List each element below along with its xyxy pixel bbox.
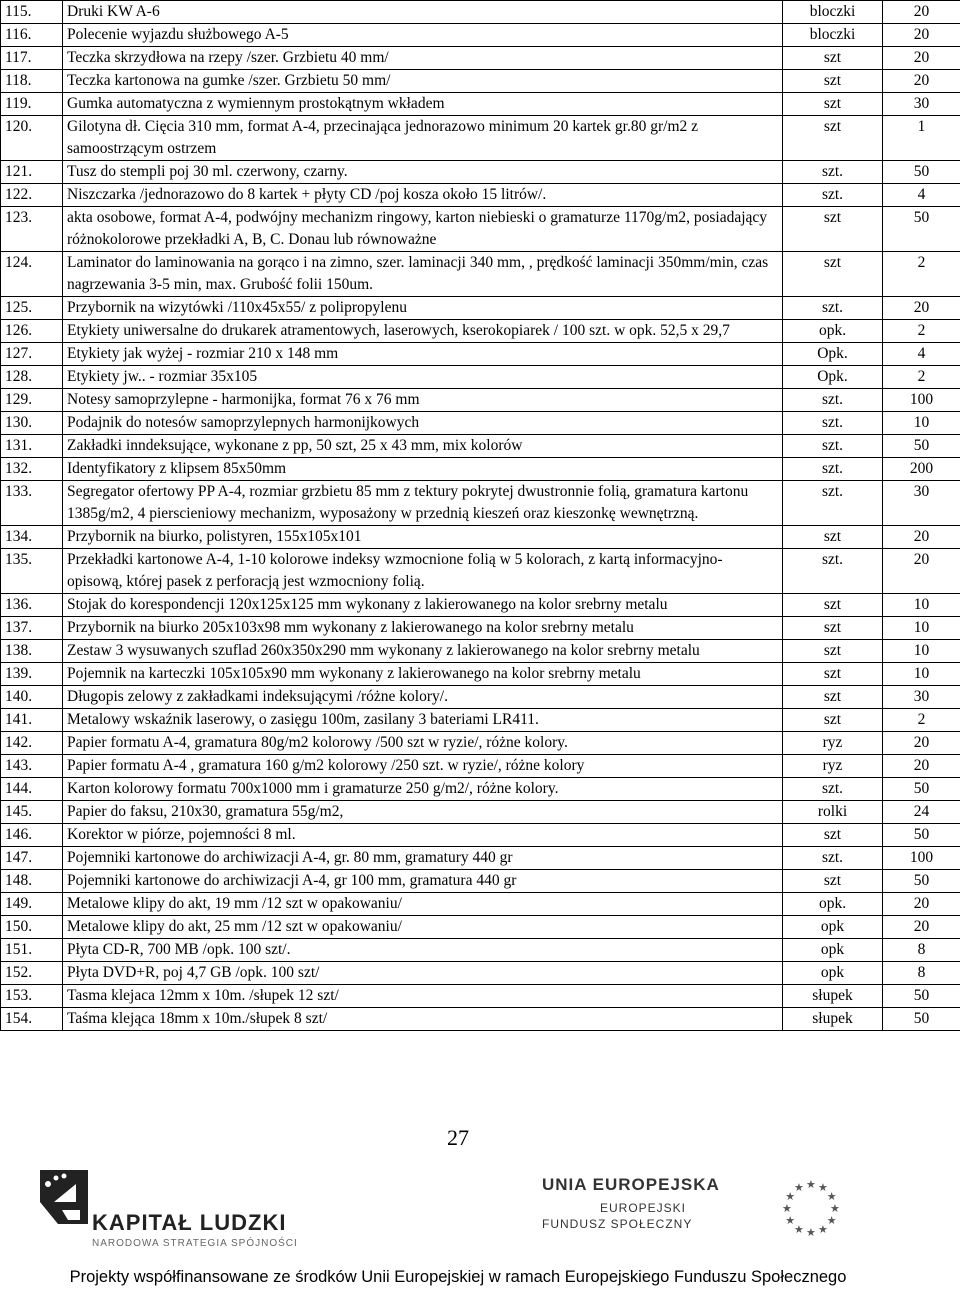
item-number: 121.	[1, 161, 63, 184]
item-description: Papier do faksu, 210x30, gramatura 55g/m2,	[63, 801, 783, 824]
eu-star-icon: ★	[826, 1191, 837, 1203]
item-number: 123.	[1, 207, 63, 252]
item-description: Metalowe klipy do akt, 19 mm /12 szt w opakowaniu/	[63, 893, 783, 916]
item-quantity: 50	[883, 824, 960, 847]
item-unit: szt.	[783, 412, 883, 435]
item-number: 150.	[1, 916, 63, 939]
item-number: 138.	[1, 640, 63, 663]
eu-star-icon: ★	[785, 1215, 796, 1227]
item-description: Przekładki kartonowe A-4, 1-10 kolorowe indeksy wzmocnione folią w 5 kolorach, z kartą informacyjno-opisową, której pasek z perforacją jest wzmocniony folią.	[63, 549, 783, 594]
item-quantity: 50	[883, 1008, 960, 1031]
item-quantity: 20	[883, 526, 960, 549]
item-unit: szt.	[783, 847, 883, 870]
efs-line-2: FUNDUSZ SPOŁECZNY	[542, 1217, 693, 1231]
eu-title: UNIA EUROPEJSKA	[542, 1175, 720, 1194]
table-row	[1, 93, 960, 116]
item-unit: bloczki	[783, 1, 883, 24]
item-unit: szt	[783, 526, 883, 549]
table-row	[1, 549, 960, 594]
item-number: 134.	[1, 526, 63, 549]
item-number: 140.	[1, 686, 63, 709]
item-unit: opk.	[783, 893, 883, 916]
items-table-body	[1, 1, 960, 1031]
item-quantity: 20	[883, 70, 960, 93]
table-row	[1, 686, 960, 709]
kapital-ludzki-logo-graphic	[18, 1162, 318, 1262]
item-number: 148.	[1, 870, 63, 893]
item-description: Segregator ofertowy PP A-4, rozmiar grzbietu 85 mm z tektury pokrytej dwustronnie folią, gramatura kartonu 1385g/m2, 4 pierscieniowy mechanizm, wyposażony w przednią kieszeń oraz kieszonkę wewnętrzną.	[63, 481, 783, 526]
kapital-ludzki-subtitle: NARODOWA STRATEGIA SPÓJNOŚCI	[92, 1238, 298, 1249]
item-number: 129.	[1, 389, 63, 412]
item-quantity: 50	[883, 778, 960, 801]
table-row	[1, 389, 960, 412]
item-number: 141.	[1, 709, 63, 732]
efs-line-1: EUROPEJSKI	[600, 1201, 687, 1215]
item-unit: szt.	[783, 549, 883, 594]
item-number: 120.	[1, 116, 63, 161]
item-number: 119.	[1, 93, 63, 116]
item-quantity: 100	[883, 389, 960, 412]
item-quantity: 2	[883, 252, 960, 297]
item-number: 117.	[1, 47, 63, 70]
table-row	[1, 916, 960, 939]
eu-star-icon: ★	[782, 1203, 792, 1215]
item-description: Teczka kartonowa na gumke /szer. Grzbietu 50 mm/	[63, 70, 783, 93]
item-unit: szt	[783, 663, 883, 686]
item-number: 136.	[1, 594, 63, 617]
item-description: Niszczarka /jednorazowo do 8 kartek + płyty CD /poj kosza około 15 litrów/.	[63, 184, 783, 207]
table-row	[1, 458, 960, 481]
eu-star-icon: ★	[826, 1215, 837, 1227]
eu-star-icon: ★	[794, 1223, 804, 1236]
item-quantity: 20	[883, 549, 960, 594]
table-row	[1, 297, 960, 320]
item-quantity: 30	[883, 93, 960, 116]
item-unit: rolki	[783, 801, 883, 824]
table-row	[1, 161, 960, 184]
item-description: Zestaw 3 wysuwanych szuflad 260x350x290 mm wykonany z lakierowanego na kolor srebrny metalu	[63, 640, 783, 663]
item-unit: słupek	[783, 985, 883, 1008]
item-unit: Opk.	[783, 343, 883, 366]
table-row	[1, 1008, 960, 1031]
item-unit: Opk.	[783, 366, 883, 389]
item-description: Etykiety jw.. - rozmiar 35x105	[63, 366, 783, 389]
footer-text: Projekty współfinansowane ze środków Unii Europejskiej w ramach Europejskiego Funduszu Społecznego	[69, 1268, 847, 1286]
item-description: Tasma klejaca 12mm x 10m. /słupek 12 szt/	[63, 985, 783, 1008]
eu-star-icon: ★	[818, 1182, 828, 1195]
item-quantity: 50	[883, 435, 960, 458]
item-number: 125.	[1, 297, 63, 320]
item-quantity: 2	[883, 366, 960, 389]
item-quantity: 30	[883, 686, 960, 709]
item-description: Gumka automatyczna z wymiennym prostokątnym wkładem	[63, 93, 783, 116]
item-description: Notesy samoprzylepne - harmonijka, format 76 x 76 mm	[63, 389, 783, 412]
item-description: Korektor w piórze, pojemności 8 ml.	[63, 824, 783, 847]
item-unit: szt	[783, 709, 883, 732]
item-unit: szt.	[783, 481, 883, 526]
item-unit: opk.	[783, 320, 883, 343]
item-quantity: 200	[883, 458, 960, 481]
item-quantity: 50	[883, 207, 960, 252]
item-description: Przybornik na biurko 205x103x98 mm wykonany z lakierowanego na kolor srebrny metalu	[63, 617, 783, 640]
item-number: 131.	[1, 435, 63, 458]
item-quantity: 8	[883, 939, 960, 962]
item-unit: szt	[783, 617, 883, 640]
item-quantity: 20	[883, 1, 960, 24]
item-unit: szt.	[783, 389, 883, 412]
item-number: 146.	[1, 824, 63, 847]
item-quantity: 1	[883, 116, 960, 161]
eu-star-icon: ★	[818, 1223, 828, 1236]
item-number: 133.	[1, 481, 63, 526]
item-description: Metalowe klipy do akt, 25 mm /12 szt w opakowaniu/	[63, 916, 783, 939]
table-row	[1, 435, 960, 458]
item-unit: szt	[783, 686, 883, 709]
item-description: Papier formatu A-4, gramatura 80g/m2 kolorowy /500 szt w ryzie/, różne kolory.	[63, 732, 783, 755]
table-row	[1, 252, 960, 297]
item-unit: szt.	[783, 778, 883, 801]
page-number: 27	[447, 1125, 469, 1150]
item-number: 118.	[1, 70, 63, 93]
item-description: Metalowy wskaźnik laserowy, o zasięgu 100m, zasilany 3 bateriami LR411.	[63, 709, 783, 732]
item-unit: szt.	[783, 297, 883, 320]
item-number: 137.	[1, 617, 63, 640]
item-number: 151.	[1, 939, 63, 962]
table-row	[1, 870, 960, 893]
item-unit: słupek	[783, 1008, 883, 1031]
table-row	[1, 320, 960, 343]
item-description: Stojak do korespondencji 120x125x125 mm wykonany z lakierowanego na kolor srebrny metalu	[63, 594, 783, 617]
eu-efs-logo-graphic	[540, 1168, 860, 1258]
item-number: 152.	[1, 962, 63, 985]
item-number: 132.	[1, 458, 63, 481]
item-quantity: 50	[883, 161, 960, 184]
item-unit: szt.	[783, 161, 883, 184]
table-row	[1, 343, 960, 366]
table-row	[1, 594, 960, 617]
item-quantity: 10	[883, 412, 960, 435]
table-row	[1, 366, 960, 389]
item-number: 126.	[1, 320, 63, 343]
item-description: Polecenie wyjazdu służbowego A-5	[63, 24, 783, 47]
item-quantity: 2	[883, 320, 960, 343]
item-description: Laminator do laminowania na gorąco i na zimno, szer. laminacji 340 mm, , prędkość laminacji 350mm/min, czas nagrzewania 3-5 min, max. Grubość folii 150um.	[63, 252, 783, 297]
item-quantity: 20	[883, 916, 960, 939]
table-row	[1, 939, 960, 962]
item-description: Karton kolorowy formatu 700x1000 mm i gramaturze 250 g/m2/, różne kolory.	[63, 778, 783, 801]
item-unit: szt.	[783, 435, 883, 458]
item-number: 144.	[1, 778, 63, 801]
eu-star-icon: ★	[806, 1179, 816, 1191]
item-unit: szt	[783, 70, 883, 93]
item-description: Zakładki inndeksujące, wykonane z pp, 50 szt, 25 x 43 mm, mix kolorów	[63, 435, 783, 458]
table-row	[1, 24, 960, 47]
table-row	[1, 617, 960, 640]
item-unit: szt	[783, 824, 883, 847]
item-number: 149.	[1, 893, 63, 916]
item-unit: szt	[783, 640, 883, 663]
item-unit: szt	[783, 252, 883, 297]
item-number: 115.	[1, 1, 63, 24]
item-unit: ryz	[783, 755, 883, 778]
item-description: Podajnik do notesów samoprzylepnych harmonijkowych	[63, 412, 783, 435]
item-quantity: 4	[883, 184, 960, 207]
item-quantity: 4	[883, 343, 960, 366]
item-number: 154.	[1, 1008, 63, 1031]
item-quantity: 8	[883, 962, 960, 985]
item-quantity: 24	[883, 801, 960, 824]
item-unit: szt	[783, 594, 883, 617]
item-unit: szt.	[783, 458, 883, 481]
item-number: 147.	[1, 847, 63, 870]
item-unit: opk	[783, 962, 883, 985]
item-description: Papier formatu A-4 , gramatura 160 g/m2 kolorowy /250 szt. w ryzie/, różne kolory	[63, 755, 783, 778]
table-row	[1, 412, 960, 435]
item-number: 139.	[1, 663, 63, 686]
item-quantity: 10	[883, 640, 960, 663]
item-unit: szt.	[783, 184, 883, 207]
table-row	[1, 893, 960, 916]
item-quantity: 10	[883, 663, 960, 686]
item-unit: ryz	[783, 732, 883, 755]
item-description: Przybornik na biurko, polistyren, 155x105x101	[63, 526, 783, 549]
item-unit: opk	[783, 916, 883, 939]
table-row	[1, 755, 960, 778]
item-quantity: 100	[883, 847, 960, 870]
item-quantity: 20	[883, 297, 960, 320]
table-row	[1, 801, 960, 824]
item-quantity: 20	[883, 893, 960, 916]
item-number: 122.	[1, 184, 63, 207]
item-description: akta osobowe, format A-4, podwójny mechanizm ringowy, karton niebieski o gramaturze 1170g/m2, posiadający różnokolorowe przekładki A, B, C. Donau lub równoważne	[63, 207, 783, 252]
eu-star-icon: ★	[806, 1227, 816, 1239]
item-quantity: 20	[883, 24, 960, 47]
table-row	[1, 207, 960, 252]
item-description: Pojemniki kartonowe do archiwizacji A-4, gr 100 mm, gramatura 440 gr	[63, 870, 783, 893]
item-description: Etykiety jak wyżej - rozmiar 210 x 148 mm	[63, 343, 783, 366]
table-row	[1, 526, 960, 549]
table-row	[1, 824, 960, 847]
item-description: Taśma klejąca 18mm x 10m./słupek 8 szt/	[63, 1008, 783, 1031]
item-description: Płyta DVD+R, poj 4,7 GB /opk. 100 szt/	[63, 962, 783, 985]
table-row	[1, 70, 960, 93]
item-description: Pojemniki kartonowe do archiwizacji A-4, gr. 80 mm, gramatury 440 gr	[63, 847, 783, 870]
item-number: 153.	[1, 985, 63, 1008]
item-unit: bloczki	[783, 24, 883, 47]
item-unit: szt	[783, 116, 883, 161]
item-unit: szt	[783, 93, 883, 116]
item-number: 135.	[1, 549, 63, 594]
eu-star-icon: ★	[794, 1182, 804, 1195]
item-number: 130.	[1, 412, 63, 435]
item-description: Teczka skrzydłowa na rzepy /szer. Grzbietu 40 mm/	[63, 47, 783, 70]
item-quantity: 10	[883, 617, 960, 640]
table-row	[1, 640, 960, 663]
item-unit: szt	[783, 207, 883, 252]
table-row	[1, 709, 960, 732]
item-quantity: 20	[883, 755, 960, 778]
table-row	[1, 116, 960, 161]
table-row	[1, 778, 960, 801]
item-quantity: 20	[883, 732, 960, 755]
item-quantity: 30	[883, 481, 960, 526]
item-description: Identyfikatory z klipsem 85x50mm	[63, 458, 783, 481]
item-unit: szt	[783, 870, 883, 893]
table-row	[1, 481, 960, 526]
item-unit: szt	[783, 47, 883, 70]
item-description: Pojemnik na karteczki 105x105x90 mm wykonany z lakierowanego na kolor srebrny metalu	[63, 663, 783, 686]
item-description: Etykiety uniwersalne do drukarek atramentowych, laserowych, kserokopiarek / 100 szt. w opk. 52,5 x 29,7	[63, 320, 783, 343]
item-number: 127.	[1, 343, 63, 366]
kapital-ludzki-logo	[18, 1162, 318, 1262]
item-number: 124.	[1, 252, 63, 297]
table-row	[1, 1, 960, 24]
eu-efs-logo	[540, 1168, 860, 1258]
item-unit: opk	[783, 939, 883, 962]
table-row	[1, 663, 960, 686]
item-quantity: 20	[883, 47, 960, 70]
table-row	[1, 47, 960, 70]
item-description: Gilotyna dł. Cięcia 310 mm, format A-4, przecinająca jednorazowo minimum 20 kartek gr.80 gr/m2 z samoostrzącym ostrzem	[63, 116, 783, 161]
table-row	[1, 847, 960, 870]
item-description: Druki KW A-6	[63, 1, 783, 24]
item-quantity: 50	[883, 985, 960, 1008]
table-row	[1, 732, 960, 755]
kapital-ludzki-title: KAPITAŁ LUDZKI	[92, 1210, 287, 1235]
eu-star-icon: ★	[830, 1203, 840, 1215]
item-number: 128.	[1, 366, 63, 389]
item-quantity: 10	[883, 594, 960, 617]
item-quantity: 2	[883, 709, 960, 732]
table-row	[1, 962, 960, 985]
table-row	[1, 184, 960, 207]
item-number: 143.	[1, 755, 63, 778]
item-description: Tusz do stempli poj 30 ml. czerwony, czarny.	[63, 161, 783, 184]
eu-star-icon: ★	[785, 1191, 796, 1203]
eu-stars-icon	[782, 1179, 840, 1239]
item-number: 116.	[1, 24, 63, 47]
item-quantity: 50	[883, 870, 960, 893]
item-number: 142.	[1, 732, 63, 755]
item-number: 145.	[1, 801, 63, 824]
item-description: Długopis zelowy z zakładkami indeksującymi /różne kolory/.	[63, 686, 783, 709]
table-row	[1, 985, 960, 1008]
item-description: Płyta CD-R, 700 MB /opk. 100 szt/.	[63, 939, 783, 962]
item-description: Przybornik na wizytówki /110x45x55/ z polipropylenu	[63, 297, 783, 320]
